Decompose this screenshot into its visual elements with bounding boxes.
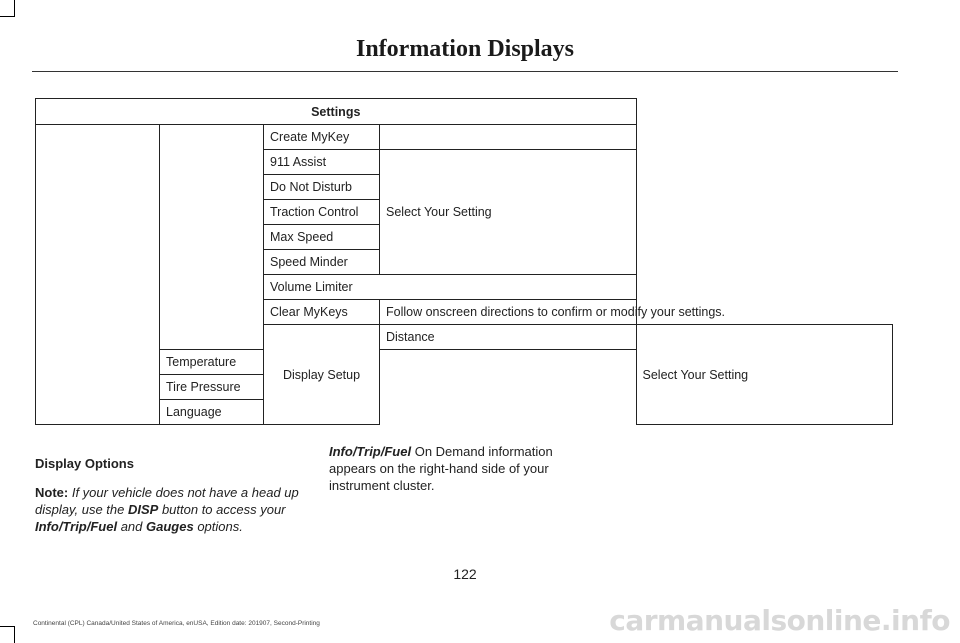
note-disp: DISP [127, 502, 159, 517]
crop-mark [14, 0, 15, 17]
note-label: Note: [35, 485, 69, 500]
row-label-temperature: Temperature [160, 350, 264, 375]
value-follow-directions: Follow onscreen directions to confirm or modify your settings. [380, 300, 637, 325]
settings-table [35, 98, 893, 425]
row-label-distance: Distance [380, 325, 637, 350]
title-rule [32, 71, 898, 72]
left-column [35, 455, 305, 535]
page-number: 122 [453, 566, 477, 582]
value-select-setting: Select Your Setting [380, 150, 637, 275]
row-label-max-speed: Max Speed [264, 225, 380, 250]
row-label-create-mykey: Create MyKey [264, 125, 380, 150]
note-text: If your vehicle does not have a head up display, use the [35, 485, 299, 517]
note-text: options. [193, 519, 243, 534]
crop-mark [0, 626, 15, 627]
empty-cell [36, 125, 160, 425]
row-label-tire-pressure: Tire Pressure [160, 375, 264, 400]
row-label-language: Language [160, 400, 264, 425]
value-select-setting: Select Your Setting [636, 325, 893, 425]
info-trip-fuel-text: On Demand information appears on the right-hand side of your instrument cluster. [329, 444, 553, 493]
empty-cell [160, 125, 264, 350]
note-text: and [117, 519, 147, 534]
table-heading: Settings [36, 99, 637, 125]
note-gauges: Gauges [146, 519, 194, 534]
edition-footer: Continental (CPL) Canada/United States of America, enUSA, Edition date: 201907, Second-Printing [33, 620, 320, 627]
crop-mark [0, 16, 15, 17]
row-label-911-assist: 911 Assist [264, 150, 380, 175]
note-info-trip-fuel: Info/Trip/Fuel [35, 519, 118, 534]
crop-mark [14, 626, 15, 643]
note-text: button to access your [158, 502, 286, 517]
empty-cell [380, 125, 637, 150]
row-label-volume-limiter: Volume Limiter [264, 275, 637, 300]
row-label-do-not-disturb: Do Not Disturb [264, 175, 380, 200]
row-label-traction-control: Traction Control [264, 200, 380, 225]
watermark: carmanualsonline.info [609, 604, 950, 637]
page-title: Information Displays [355, 36, 575, 62]
right-column [329, 443, 589, 494]
row-label-clear-mykeys: Clear MyKeys [264, 300, 380, 325]
table-header-row [36, 99, 893, 125]
info-trip-fuel-paragraph [329, 443, 589, 494]
note-paragraph [35, 484, 305, 535]
info-trip-fuel-term: Info/Trip/Fuel [329, 444, 412, 459]
row-label-speed-minder: Speed Minder [264, 250, 380, 275]
table-row [36, 125, 893, 150]
row-label-display-setup: Display Setup [264, 325, 380, 425]
display-options-heading: Display Options [35, 456, 134, 471]
